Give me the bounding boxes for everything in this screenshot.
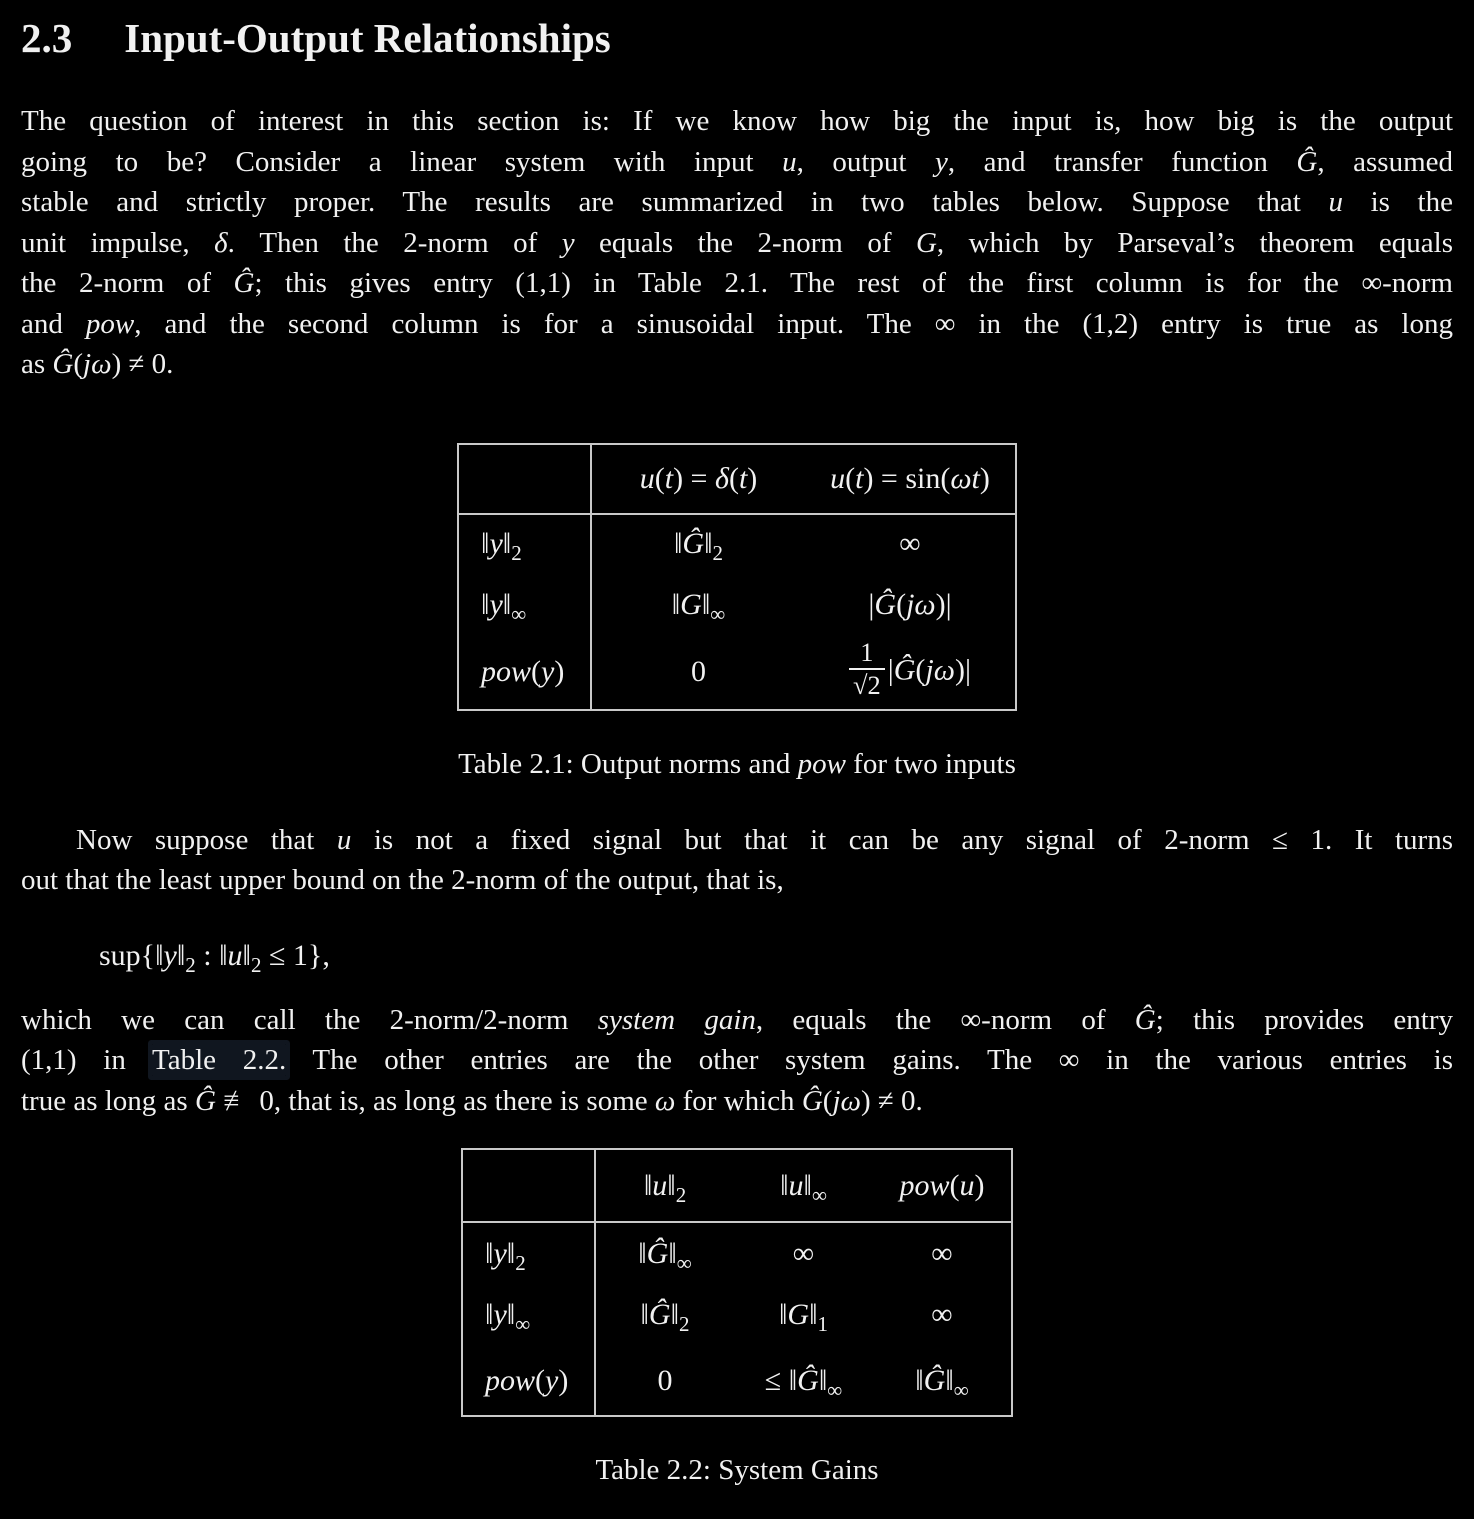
paragraph-sup <box>21 820 1453 901</box>
equation-sup-norm: $sup\{‖y‖_2$ : $‖u‖_2 \le 1$}, <box>99 938 330 977</box>
table-header-row <box>458 444 1016 514</box>
table-2-1-container <box>21 443 1453 711</box>
table-cell: ∞ <box>931 1236 953 1270</box>
table-corner-cell <box>462 1149 595 1222</box>
paragraph-line: The question of interest in this section is: If we know how big the input is, how big is the output <box>21 105 1453 138</box>
table-header-cell: pow(u) <box>873 1149 1012 1222</box>
fraction: $\frac{1}{√2}$ <box>849 638 885 701</box>
table-row-label: pow(y) <box>458 636 591 710</box>
table-cell: $‖Ĝ‖_\infty$ <box>915 1363 969 1402</box>
paragraph-line: going to be? Consider a linear system with input u, output y, and transfer function Ĝ, assumed <box>21 145 1454 178</box>
table-header-row <box>462 1149 1012 1222</box>
table-header-cell: u(t) = δ(t) <box>591 444 805 514</box>
table-row-label: pow(y) <box>462 1346 595 1416</box>
table-cell: ∞ <box>792 1236 815 1270</box>
table-cell: $‖Ĝ‖_\infty$ <box>638 1236 692 1275</box>
paragraph-line: Now suppose that u is not a fixed signal but that it can be any signal of 2-norm ≤ 1. It turns <box>76 823 1453 856</box>
table-2-1 <box>457 443 1017 711</box>
table-row <box>462 1284 1012 1346</box>
table-corner-cell <box>458 444 591 514</box>
table-row <box>458 574 1016 636</box>
paragraph-line: (1,1) in Table 2.2. The other entries are the other system gains. The ∞ in the various entries is <box>21 1044 1453 1077</box>
table-row <box>458 514 1016 574</box>
table-cell: $\frac{1}{√2}$ |Ĝ(jω)| <box>805 636 1016 710</box>
table-cell: 0 <box>691 655 706 689</box>
paragraph-intro <box>21 101 1453 385</box>
table-header-cell: $‖u‖_\infty$ <box>734 1149 873 1222</box>
paragraph-system-gain <box>21 1000 1453 1122</box>
table-2-2 <box>461 1148 1013 1417</box>
paragraph-line: the 2-norm of Ĝ; this gives entry (1,1) in Table 2.1. The rest of the first column is for the ∞-norm <box>21 267 1453 300</box>
paragraph-line: which we can call the 2-norm/2-norm system gain, equals the ∞-norm of Ĝ; this provides entry <box>21 1003 1454 1036</box>
paragraph-line: as Ĝ(jω) ≠ 0. <box>21 348 174 381</box>
table-row <box>462 1346 1012 1416</box>
paragraph-line: true as long as Ĝ ≢ 0, that is, as long as there is some ω for which Ĝ(jω) ≠ 0. <box>21 1084 923 1117</box>
table-header-cell: u(t) = sin(ωt) <box>805 444 1016 514</box>
table-2-1-caption: Table 2.1: Output norms and pow for two inputs <box>458 747 1016 780</box>
table-2-2-container <box>21 1148 1453 1417</box>
section-number: 2.3 <box>21 15 73 61</box>
section-heading <box>21 16 1453 61</box>
table-row-label: $‖y‖_\infty$ <box>462 1284 595 1346</box>
paragraph-line: stable and strictly proper. The results are summarized in two tables below. Suppose that u is the <box>21 186 1453 219</box>
table-row-label: $‖y‖_2$ <box>458 514 591 574</box>
table-row-label: $‖y‖_2$ <box>462 1222 595 1284</box>
table-row <box>462 1222 1012 1284</box>
table-cell: ∞ <box>931 1298 953 1332</box>
table-cell: $‖Ĝ‖_2$ <box>673 527 724 566</box>
table-cell: ∞ <box>899 527 921 561</box>
paragraph-line: and pow, and the second column is for a sinusoidal input. The ∞ in the (1,2) entry is true as long <box>21 307 1453 340</box>
table-cell: ≤ $‖Ĝ‖_\infty$ <box>764 1363 843 1402</box>
table-reference-highlight: Table 2.2. <box>152 1044 287 1077</box>
paragraph-line: out that the least upper bound on the 2-norm of the output, that is, <box>21 864 784 897</box>
paragraph-line: unit impulse, δ. Then the 2-norm of y equals the 2-norm of G, which by Parseval’s theorem equals <box>21 226 1454 259</box>
table-cell: $‖G‖_1$ <box>778 1298 829 1337</box>
table-cell: $‖G‖_\infty$ <box>671 587 726 626</box>
table-cell: 0 <box>657 1363 673 1397</box>
table-cell: $‖Ĝ‖_2$ <box>640 1298 690 1337</box>
table-cell: |Ĝ(jω)| <box>868 587 952 621</box>
table-row-label: $‖y‖_\infty$ <box>458 574 591 636</box>
section-title: Input-Output Relationships <box>124 15 611 61</box>
table-2-2-caption: Table 2.2: System Gains <box>595 1454 879 1487</box>
table-header-cell: $‖u‖_2$ <box>595 1149 734 1222</box>
table-row <box>458 636 1016 710</box>
